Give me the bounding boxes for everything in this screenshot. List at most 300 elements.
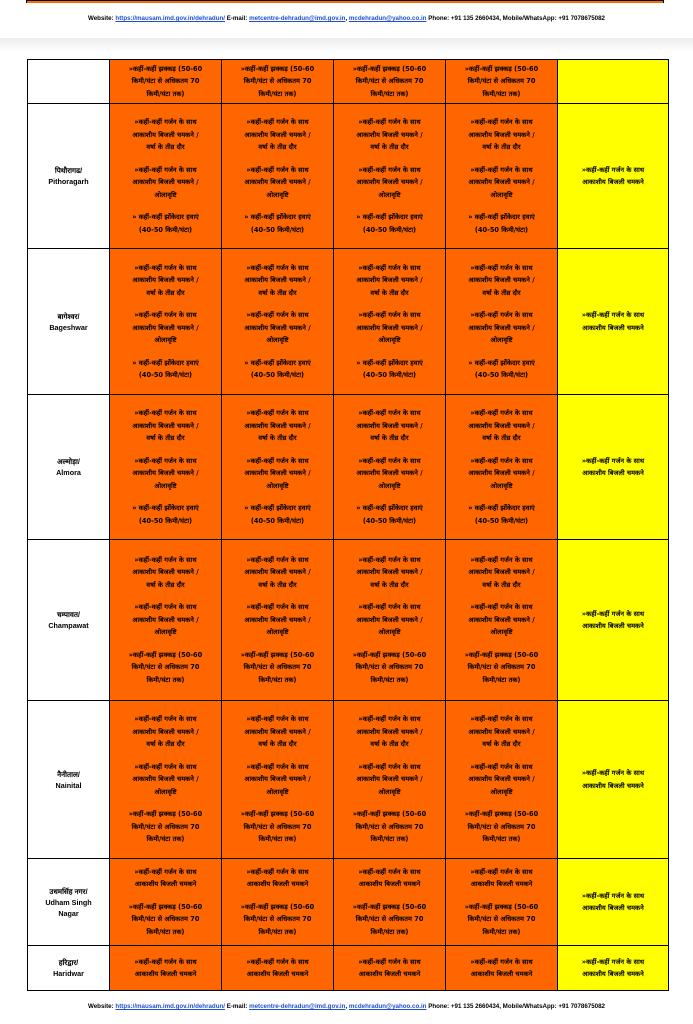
warning-gap: [222, 492, 333, 502]
warning-line: » कहीं-कहीं झोंकेदार हवाएं: [244, 213, 311, 221]
district-row: [28, 104, 669, 249]
warning-line: आकाशीय बिजली चमकने /: [244, 323, 311, 332]
warning-line: वर्षा के तीव्र दौर: [370, 143, 409, 151]
warning-line: (40-50 किमी/घंटा): [250, 225, 305, 234]
district-row: [28, 701, 669, 859]
warning-gap: [446, 154, 557, 164]
warning-line: किमी/घंटा से अधिकतम 70: [131, 663, 200, 672]
orange-warning-cell: [334, 701, 446, 859]
warning-line: किमी/घंटा से अधिकतम 70: [131, 915, 200, 924]
orange-warning-cell: [446, 859, 558, 946]
warning-gap: [110, 492, 221, 502]
warning-line: आकाशीय बिजली चमकने /: [468, 421, 535, 430]
yellow-warning-cell: [558, 104, 669, 249]
district-name-line: Pithoragarh: [48, 177, 89, 186]
orange-warning-cell: [222, 249, 334, 395]
warning-line: »कहीं-कहीं गर्जन के साथ: [134, 957, 197, 966]
orange-warning-cell: [222, 946, 334, 991]
warning-line: आकाशीय बिजली चमकने: [582, 781, 644, 790]
warning-line: आकाशीय बिजली चमकने /: [356, 615, 423, 624]
warning-gap: [334, 798, 445, 808]
orange-warning-cell: [334, 60, 446, 104]
warning-line: किमी/घंटा तक): [370, 89, 409, 98]
orange-warning-cell: [110, 859, 222, 946]
warning-line: आकाशीय बिजली चमकने /: [132, 615, 199, 624]
yellow-warning-cell: [558, 946, 669, 991]
warning-line: (40-50 किमी/घंटा): [474, 516, 529, 525]
warning-line: ओलावृष्टि: [154, 190, 177, 199]
warning-gap: [110, 445, 221, 455]
warning-line: आकाशीय बिजली चमकने /: [468, 276, 535, 284]
orange-warning-cell: [446, 946, 558, 991]
warning-line: »कहीं-कहीं झक्कड़ (50-60: [352, 902, 427, 911]
yellow-warning-cell: [558, 859, 669, 946]
warning-line: »कहीं-कहीं गर्जन के साथ: [581, 311, 645, 319]
warning-line: ओलावृष्टि: [266, 190, 289, 199]
warning-line: किमी/घंटा तक): [258, 835, 297, 844]
warning-line: वर्षा के तीव्र दौर: [370, 580, 409, 589]
warning-line: »कहीं-कहीं गर्जन के साथ: [134, 165, 197, 174]
warning-line: किमी/घंटा तक): [146, 675, 185, 684]
warning-line: »कहीं-कहीं गर्जन के साथ: [246, 603, 309, 612]
warning-line: वर्षा के तीव्र दौर: [370, 434, 409, 442]
district-name-cell: [28, 395, 110, 540]
warning-gap: [110, 751, 221, 761]
warning-gap: [334, 492, 445, 502]
warning-line: ओलावृष्टि: [490, 787, 513, 796]
warning-line: आकाशीय बिजली चमकने: [246, 970, 309, 978]
warning-gap: [334, 639, 445, 649]
warning-line: किमी/घंटा से अधिकतम 70: [243, 663, 312, 672]
warning-line: »कहीं-कहीं गर्जन के साथ: [470, 263, 533, 272]
warning-line: »कहीं-कहीं गर्जन के साथ: [246, 165, 309, 174]
district-name-line: Bageshwar: [49, 322, 88, 332]
warning-line: आकाशीय बिजली चमकने /: [244, 727, 311, 736]
warning-line: »कहीं-कहीं गर्जन के साथ: [358, 555, 421, 564]
warning-line: ओलावृष्टि: [490, 481, 513, 490]
district-name-cell: [28, 104, 110, 249]
warning-line: ओलावृष्टि: [378, 787, 401, 796]
warning-line: वर्षा के तीव्र दौर: [482, 288, 521, 297]
warning-line: आकाशीय बिजली चमकने /: [132, 178, 199, 186]
warning-line: »कहीं-कहीं झक्कड़ (50-60: [128, 650, 203, 659]
warning-line: किमी/घंटा से अधिकतम 70: [131, 77, 200, 86]
warning-line: वर्षा के तीव्र दौर: [482, 740, 521, 749]
warning-line: »कहीं-कहीं गर्जन के साथ: [246, 118, 309, 126]
warning-line: वर्षा के तीव्र दौर: [482, 434, 521, 442]
warning-line: (40-50 किमी/घंटा): [362, 225, 417, 234]
district-row: [28, 946, 669, 991]
warning-line: किमी/घंटा तक): [370, 835, 409, 844]
orange-warning-cell: [334, 104, 446, 249]
warning-line: आकाशीय बिजली चमकने: [358, 880, 421, 889]
email-link-1[interactable]: metcentre-dehradun@imd.gov.in: [249, 1003, 346, 1010]
warning-line: (40-50 किमी/घंटा): [250, 516, 305, 525]
warning-line: ओलावृष्टि: [154, 628, 177, 637]
orange-warning-cell: [446, 540, 558, 701]
warning-gap: [334, 201, 445, 211]
warning-gap: [334, 891, 445, 901]
warning-gap: [446, 751, 557, 761]
warning-line: »कहीं-कहीं गर्जन के साथ: [134, 867, 197, 876]
warning-line: आकाशीय बिजली चमकने /: [132, 323, 199, 332]
warning-gap: [110, 798, 221, 808]
warning-line: आकाशीय बिजली चमकने: [582, 904, 644, 912]
email-link-2[interactable]: mcdehradun@yahoo.co.in: [348, 15, 427, 22]
district-name-cell: [28, 859, 110, 946]
district-name-line: Nainital: [55, 780, 82, 790]
warning-line: »कहीं-कहीं झक्कड़ (50-60: [240, 902, 315, 911]
warning-line: (40-50 किमी/घंटा): [362, 371, 417, 379]
orange-warning-cell: [110, 701, 222, 859]
header-contact-line: Website: https://mausam.imd.gov.in/dehradun/ E-mail: metcentre-dehradun@imd.gov.in, mcdehradun@yahoo.co.in Phone: +91 135 2660434, Mobile/WhatsApp: +91 7078675082: [88, 15, 605, 22]
warning-line: किमी/घंटा से अधिकतम 70: [467, 915, 536, 924]
warning-line: »कहीं-कहीं झक्कड़ (50-60: [464, 64, 539, 73]
warning-line: आकाशीय बिजली चमकने /: [244, 615, 311, 624]
warning-line: »कहीं-कहीं गर्जन के साथ: [470, 715, 533, 724]
warning-line: किमी/घंटा तक): [258, 927, 297, 936]
warning-line: वर्षा के तीव्र दौर: [258, 143, 297, 151]
warning-line: आकाशीय बिजली चमकने /: [356, 323, 423, 332]
warning-line: आकाशीय बिजली चमकने /: [132, 276, 199, 284]
district-name-line: Haridwar: [53, 969, 84, 978]
orange-warning-cell: [222, 701, 334, 859]
warning-line: ओलावृष्टि: [266, 481, 289, 490]
district-name-cell: [28, 701, 110, 859]
warning-line: »कहीं-कहीं गर्जन के साथ: [134, 715, 197, 724]
district-row: [28, 60, 669, 104]
warning-line: आकाशीय बिजली चमकने /: [132, 421, 199, 430]
warning-line: »कहीं-कहीं झक्कड़ (50-60: [240, 64, 315, 73]
orange-warning-cell: [446, 701, 558, 859]
district-name-line: चम्पावत/: [57, 610, 80, 619]
warning-line: »कहीं-कहीं गर्जन के साथ: [470, 555, 533, 564]
warning-line: »कहीं-कहीं गर्जन के साथ: [358, 603, 421, 612]
warning-line: आकाशीय बिजली चमकने /: [468, 568, 535, 577]
warning-gap: [334, 299, 445, 309]
warning-line: »कहीं-कहीं गर्जन के साथ: [470, 957, 533, 966]
warning-line: » कहीं-कहीं झोंकेदार हवाएं: [468, 504, 535, 512]
warning-gap: [446, 591, 557, 601]
warning-line: आकाशीय बिजली चमकने: [582, 323, 644, 332]
orange-warning-cell: [222, 104, 334, 249]
warning-line: आकाशीय बिजली चमकने /: [132, 568, 199, 577]
warning-line: ओलावृष्टि: [490, 336, 513, 344]
warning-line: वर्षा के तीव्र दौर: [146, 740, 185, 749]
warning-gap: [222, 591, 333, 601]
warning-line: आकाशीय बिजली चमकने /: [356, 775, 423, 784]
warning-line: आकाशीय बिजली चमकने /: [132, 130, 199, 139]
warning-line: »कहीं-कहीं गर्जन के साथ: [246, 867, 309, 876]
warning-line: किमी/घंटा तक): [146, 89, 185, 98]
orange-warning-cell: [446, 395, 558, 540]
warning-line: किमी/घंटा तक): [482, 835, 521, 844]
orange-warning-cell: [110, 946, 222, 991]
warning-gap: [446, 201, 557, 211]
warning-line: आकाशीय बिजली चमकने: [134, 880, 197, 889]
warning-line: » कहीं-कहीं झोंकेदार हवाएं: [244, 504, 311, 512]
warning-line: आकाशीय बिजली चमकने /: [468, 469, 535, 477]
warning-gap: [446, 492, 557, 502]
warning-gap: [110, 154, 221, 164]
warning-line: » कहीं-कहीं झोंकेदार हवाएं: [468, 358, 535, 367]
warning-line: »कहीं-कहीं गर्जन के साथ: [470, 603, 533, 612]
warning-line: »कहीं-कहीं गर्जन के साथ: [470, 311, 533, 319]
website-link[interactable]: https://mausam.imd.gov.in/dehradun/: [115, 1003, 225, 1010]
district-name-line: हरिद्वार/: [58, 958, 79, 967]
warning-line: आकाशीय बिजली चमकने /: [244, 276, 311, 284]
warning-line: »कहीं-कहीं झक्कड़ (50-60: [352, 650, 427, 659]
warning-line: »कहीं-कहीं गर्जन के साथ: [134, 409, 197, 417]
email-link-2[interactable]: mcdehradun@yahoo.co.in: [348, 1003, 427, 1010]
warning-line: किमी/घंटा से अधिकतम 70: [131, 822, 200, 831]
warning-line: »कहीं-कहीं झक्कड़ (50-60: [128, 810, 203, 819]
warning-line: ओलावृष्टि: [154, 336, 177, 344]
warning-line: »कहीं-कहीं गर्जन के साथ: [246, 311, 309, 319]
warning-line: आकाशीय बिजली चमकने: [246, 880, 309, 889]
warning-line: » कहीं-कहीं झोंकेदार हवाएं: [132, 504, 199, 512]
district-name-line: पिथौरागढ/: [54, 166, 83, 175]
warning-line: »कहीं-कहीं गर्जन के साथ: [358, 867, 421, 876]
warning-line: आकाशीय बिजली चमकने /: [356, 130, 423, 139]
warning-line: आकाशीय बिजली चमकने: [582, 970, 644, 978]
warning-line: ओलावृष्टि: [378, 628, 401, 637]
warning-line: किमी/घंटा से अधिकतम 70: [355, 915, 424, 924]
warning-line: »कहीं-कहीं गर्जन के साथ: [581, 769, 645, 777]
warning-line: »कहीं-कहीं गर्जन के साथ: [134, 456, 197, 465]
warning-line: आकाशीय बिजली चमकने /: [468, 130, 535, 139]
warning-line: आकाशीय बिजली चमकने /: [468, 323, 535, 332]
warning-line: आकाशीय बिजली चमकने /: [244, 775, 311, 784]
warning-line: »कहीं-कहीं गर्जन के साथ: [581, 609, 645, 618]
orange-warning-cell: [110, 104, 222, 249]
warning-line: किमी/घंटा तक): [258, 89, 297, 98]
warning-line: ओलावृष्टि: [266, 787, 289, 796]
warning-line: वर्षा के तीव्र दौर: [146, 143, 185, 151]
warning-line: (40-50 किमी/घंटा): [362, 516, 417, 525]
warning-line: »कहीं-कहीं गर्जन के साथ: [358, 311, 421, 319]
district-warning-table: [27, 59, 669, 991]
warning-gap: [110, 591, 221, 601]
warning-line: किमी/घंटा तक): [146, 927, 185, 936]
district-row: [28, 395, 669, 540]
warning-line: वर्षा के तीव्र दौर: [370, 740, 409, 749]
warning-line: वर्षा के तीव्र दौर: [482, 580, 521, 589]
warning-gap: [110, 639, 221, 649]
warning-line: आकाशीय बिजली चमकने /: [244, 421, 311, 430]
warning-gap: [446, 891, 557, 901]
orange-warning-cell: [446, 60, 558, 104]
warning-line: »कहीं-कहीं गर्जन के साथ: [358, 957, 421, 966]
warning-line: किमी/घंटा से अधिकतम 70: [355, 77, 424, 86]
warning-line: वर्षा के तीव्र दौर: [146, 288, 185, 297]
warning-line: »कहीं-कहीं गर्जन के साथ: [581, 165, 645, 174]
warning-line: किमी/घंटा तक): [370, 927, 409, 936]
warning-gap: [446, 445, 557, 455]
footer-contact-line: Website: https://mausam.imd.gov.in/dehradun/ E-mail: metcentre-dehradun@imd.gov.in, mcdehradun@yahoo.co.in Phone: +91 135 2660434, Mobile/WhatsApp: +91 7078675082: [88, 1003, 605, 1010]
warning-gap: [222, 751, 333, 761]
warning-line: किमी/घंटा से अधिकतम 70: [355, 822, 424, 831]
warning-line: »कहीं-कहीं गर्जन के साथ: [470, 409, 533, 417]
warning-gap: [334, 347, 445, 357]
yellow-warning-cell: [558, 249, 669, 395]
warning-gap: [222, 798, 333, 808]
warning-line: आकाशीय बिजली चमकने /: [468, 727, 535, 736]
warning-line: ओलावृष्टि: [490, 190, 513, 199]
warning-gap: [110, 201, 221, 211]
district-name-line: Nagar: [58, 908, 79, 918]
warning-line: »कहीं-कहीं गर्जन के साथ: [246, 263, 309, 272]
warning-line: आकाशीय बिजली चमकने: [582, 469, 644, 477]
warning-line: वर्षा के तीव्र दौर: [482, 143, 521, 151]
email-link-1[interactable]: metcentre-dehradun@imd.gov.in: [249, 15, 346, 22]
warning-line: »कहीं-कहीं गर्जन के साथ: [246, 957, 309, 966]
orange-warning-cell: [110, 395, 222, 540]
warning-line: »कहीं-कहीं गर्जन के साथ: [470, 165, 533, 174]
warning-line: किमी/घंटा तक): [258, 675, 297, 684]
warning-line: आकाशीय बिजली चमकने /: [356, 568, 423, 577]
warning-gap: [334, 445, 445, 455]
warning-line: आकाशीय बिजली चमकने /: [132, 775, 199, 784]
warning-line: »कहीं-कहीं गर्जन के साथ: [358, 118, 421, 126]
warning-line: »कहीं-कहीं गर्जन के साथ: [134, 311, 197, 319]
warning-line: वर्षा के तीव्र दौर: [146, 580, 185, 589]
warning-gap: [222, 299, 333, 309]
warning-gap: [222, 347, 333, 357]
warning-line: किमी/घंटा तक): [146, 835, 185, 844]
warning-gap: [446, 299, 557, 309]
warning-line: आकाशीय बिजली चमकने /: [132, 727, 199, 736]
warning-line: आकाशीय बिजली चमकने /: [244, 469, 311, 477]
warning-line: »कहीं-कहीं गर्जन के साथ: [134, 118, 197, 126]
warning-line: आकाशीय बिजली चमकने /: [244, 178, 311, 186]
warning-gap: [446, 798, 557, 808]
warning-gap: [222, 201, 333, 211]
warning-line: आकाशीय बिजली चमकने /: [356, 727, 423, 736]
warning-line: आकाशीय बिजली चमकने: [582, 178, 644, 186]
yellow-warning-cell: [558, 395, 669, 540]
warning-line: किमी/घंटा से अधिकतम 70: [243, 915, 312, 924]
warning-line: »कहीं-कहीं गर्जन के साथ: [134, 603, 197, 612]
warning-line: »कहीं-कहीं गर्जन के साथ: [358, 165, 421, 174]
orange-warning-cell: [334, 540, 446, 701]
warning-gap: [446, 347, 557, 357]
warning-line: »कहीं-कहीं गर्जन के साथ: [581, 456, 645, 465]
orange-warning-cell: [222, 60, 334, 104]
warning-line: किमी/घंटा तक): [482, 89, 521, 98]
warning-gap: [110, 347, 221, 357]
district-name-cell: [28, 946, 110, 991]
warning-line: »कहीं-कहीं झक्कड़ (50-60: [464, 902, 539, 911]
district-name-line: अल्मोड़ा/: [57, 457, 80, 466]
district-name-cell: [28, 540, 110, 701]
warning-line: आकाशीय बिजली चमकने: [470, 880, 533, 889]
warning-gap: [110, 891, 221, 901]
warning-line: ओलावृष्टि: [378, 481, 401, 490]
orange-warning-cell: [110, 540, 222, 701]
district-name-line: Udham Singh: [45, 897, 92, 907]
warning-line: आकाशीय बिजली चमकने /: [244, 568, 311, 577]
warning-line: »कहीं-कहीं गर्जन के साथ: [134, 762, 197, 771]
warning-line: आकाशीय बिजली चमकने /: [356, 276, 423, 284]
warning-line: (40-50 किमी/घंटा): [250, 371, 305, 379]
district-name-line: बागेश्वर/: [57, 311, 80, 321]
warning-line: वर्षा के तीव्र दौर: [258, 740, 297, 749]
orange-warning-cell: [334, 395, 446, 540]
warning-line: आकाशीय बिजली चमकने: [358, 970, 421, 978]
district-name-line: नैनीताल/: [57, 769, 80, 779]
warning-line: »कहीं-कहीं झक्कड़ (50-60: [240, 810, 315, 819]
warning-line: किमी/घंटा से अधिकतम 70: [243, 822, 312, 831]
warning-gap: [110, 299, 221, 309]
warning-line: आकाशीय बिजली चमकने /: [468, 178, 535, 186]
warning-line: »कहीं-कहीं गर्जन के साथ: [358, 456, 421, 465]
orange-warning-cell: [334, 946, 446, 991]
warning-gap: [222, 154, 333, 164]
warning-line: (40-50 किमी/घंटा): [474, 225, 529, 234]
orange-warning-cell: [334, 249, 446, 395]
orange-warning-cell: [110, 249, 222, 395]
district-name-cell: [28, 249, 110, 395]
district-name-cell: [28, 60, 110, 104]
warning-line: »कहीं-कहीं गर्जन के साथ: [470, 456, 533, 465]
warning-line: »कहीं-कहीं गर्जन के साथ: [358, 715, 421, 724]
warning-line: »कहीं-कहीं गर्जन के साथ: [581, 957, 645, 966]
warning-line: (40-50 किमी/घंटा): [138, 371, 193, 379]
previous-table-edge: [26, 0, 664, 3]
warning-line: »कहीं-कहीं गर्जन के साथ: [246, 715, 309, 724]
warning-line: किमी/घंटा से अधिकतम 70: [467, 663, 536, 672]
warning-line: »कहीं-कहीं गर्जन के साथ: [470, 118, 533, 126]
warning-line: (40-50 किमी/घंटा): [138, 225, 193, 234]
district-name-line: Champawat: [48, 621, 89, 630]
warning-line: »कहीं-कहीं झक्कड़ (50-60: [464, 650, 539, 659]
warning-line: »कहीं-कहीं गर्जन के साथ: [358, 263, 421, 272]
yellow-warning-cell: [558, 540, 669, 701]
warning-line: » कहीं-कहीं झोंकेदार हवाएं: [356, 504, 423, 512]
orange-warning-cell: [222, 859, 334, 946]
orange-warning-cell: [446, 249, 558, 395]
warning-line: »कहीं-कहीं झक्कड़ (50-60: [128, 902, 203, 911]
warning-line: वर्षा के तीव्र दौर: [258, 580, 297, 589]
warning-line: »कहीं-कहीं गर्जन के साथ: [581, 891, 645, 900]
orange-warning-cell: [334, 859, 446, 946]
orange-warning-cell: [222, 540, 334, 701]
warning-line: »कहीं-कहीं गर्जन के साथ: [358, 762, 421, 771]
warning-line: ओलावृष्टि: [154, 787, 177, 796]
warning-line: ओलावृष्टि: [378, 336, 401, 344]
website-link[interactable]: https://mausam.imd.gov.in/dehradun/: [115, 15, 225, 22]
warning-gap: [222, 445, 333, 455]
orange-warning-cell: [446, 104, 558, 249]
warning-line: आकाशीय बिजली चमकने /: [356, 178, 423, 186]
warning-line: ओलावृष्टि: [266, 628, 289, 637]
warning-gap: [446, 639, 557, 649]
warning-line: आकाशीय बिजली चमकने /: [468, 615, 535, 624]
warning-line: »कहीं-कहीं गर्जन के साथ: [246, 456, 309, 465]
warning-line: आकाशीय बिजली चमकने /: [132, 469, 199, 477]
warning-line: आकाशीय बिजली चमकने /: [468, 775, 535, 784]
warning-line: किमी/घंटा से अधिकतम 70: [467, 77, 536, 86]
warning-line: »कहीं-कहीं गर्जन के साथ: [470, 867, 533, 876]
warning-line: » कहीं-कहीं झोंकेदार हवाएं: [356, 358, 423, 367]
page-break-shadow: [0, 38, 693, 52]
warning-line: » कहीं-कहीं झोंकेदार हवाएं: [132, 358, 199, 367]
warning-line: आकाशीय बिजली चमकने: [582, 622, 644, 630]
district-row: [28, 249, 669, 395]
orange-warning-cell: [110, 60, 222, 104]
orange-warning-cell: [222, 395, 334, 540]
